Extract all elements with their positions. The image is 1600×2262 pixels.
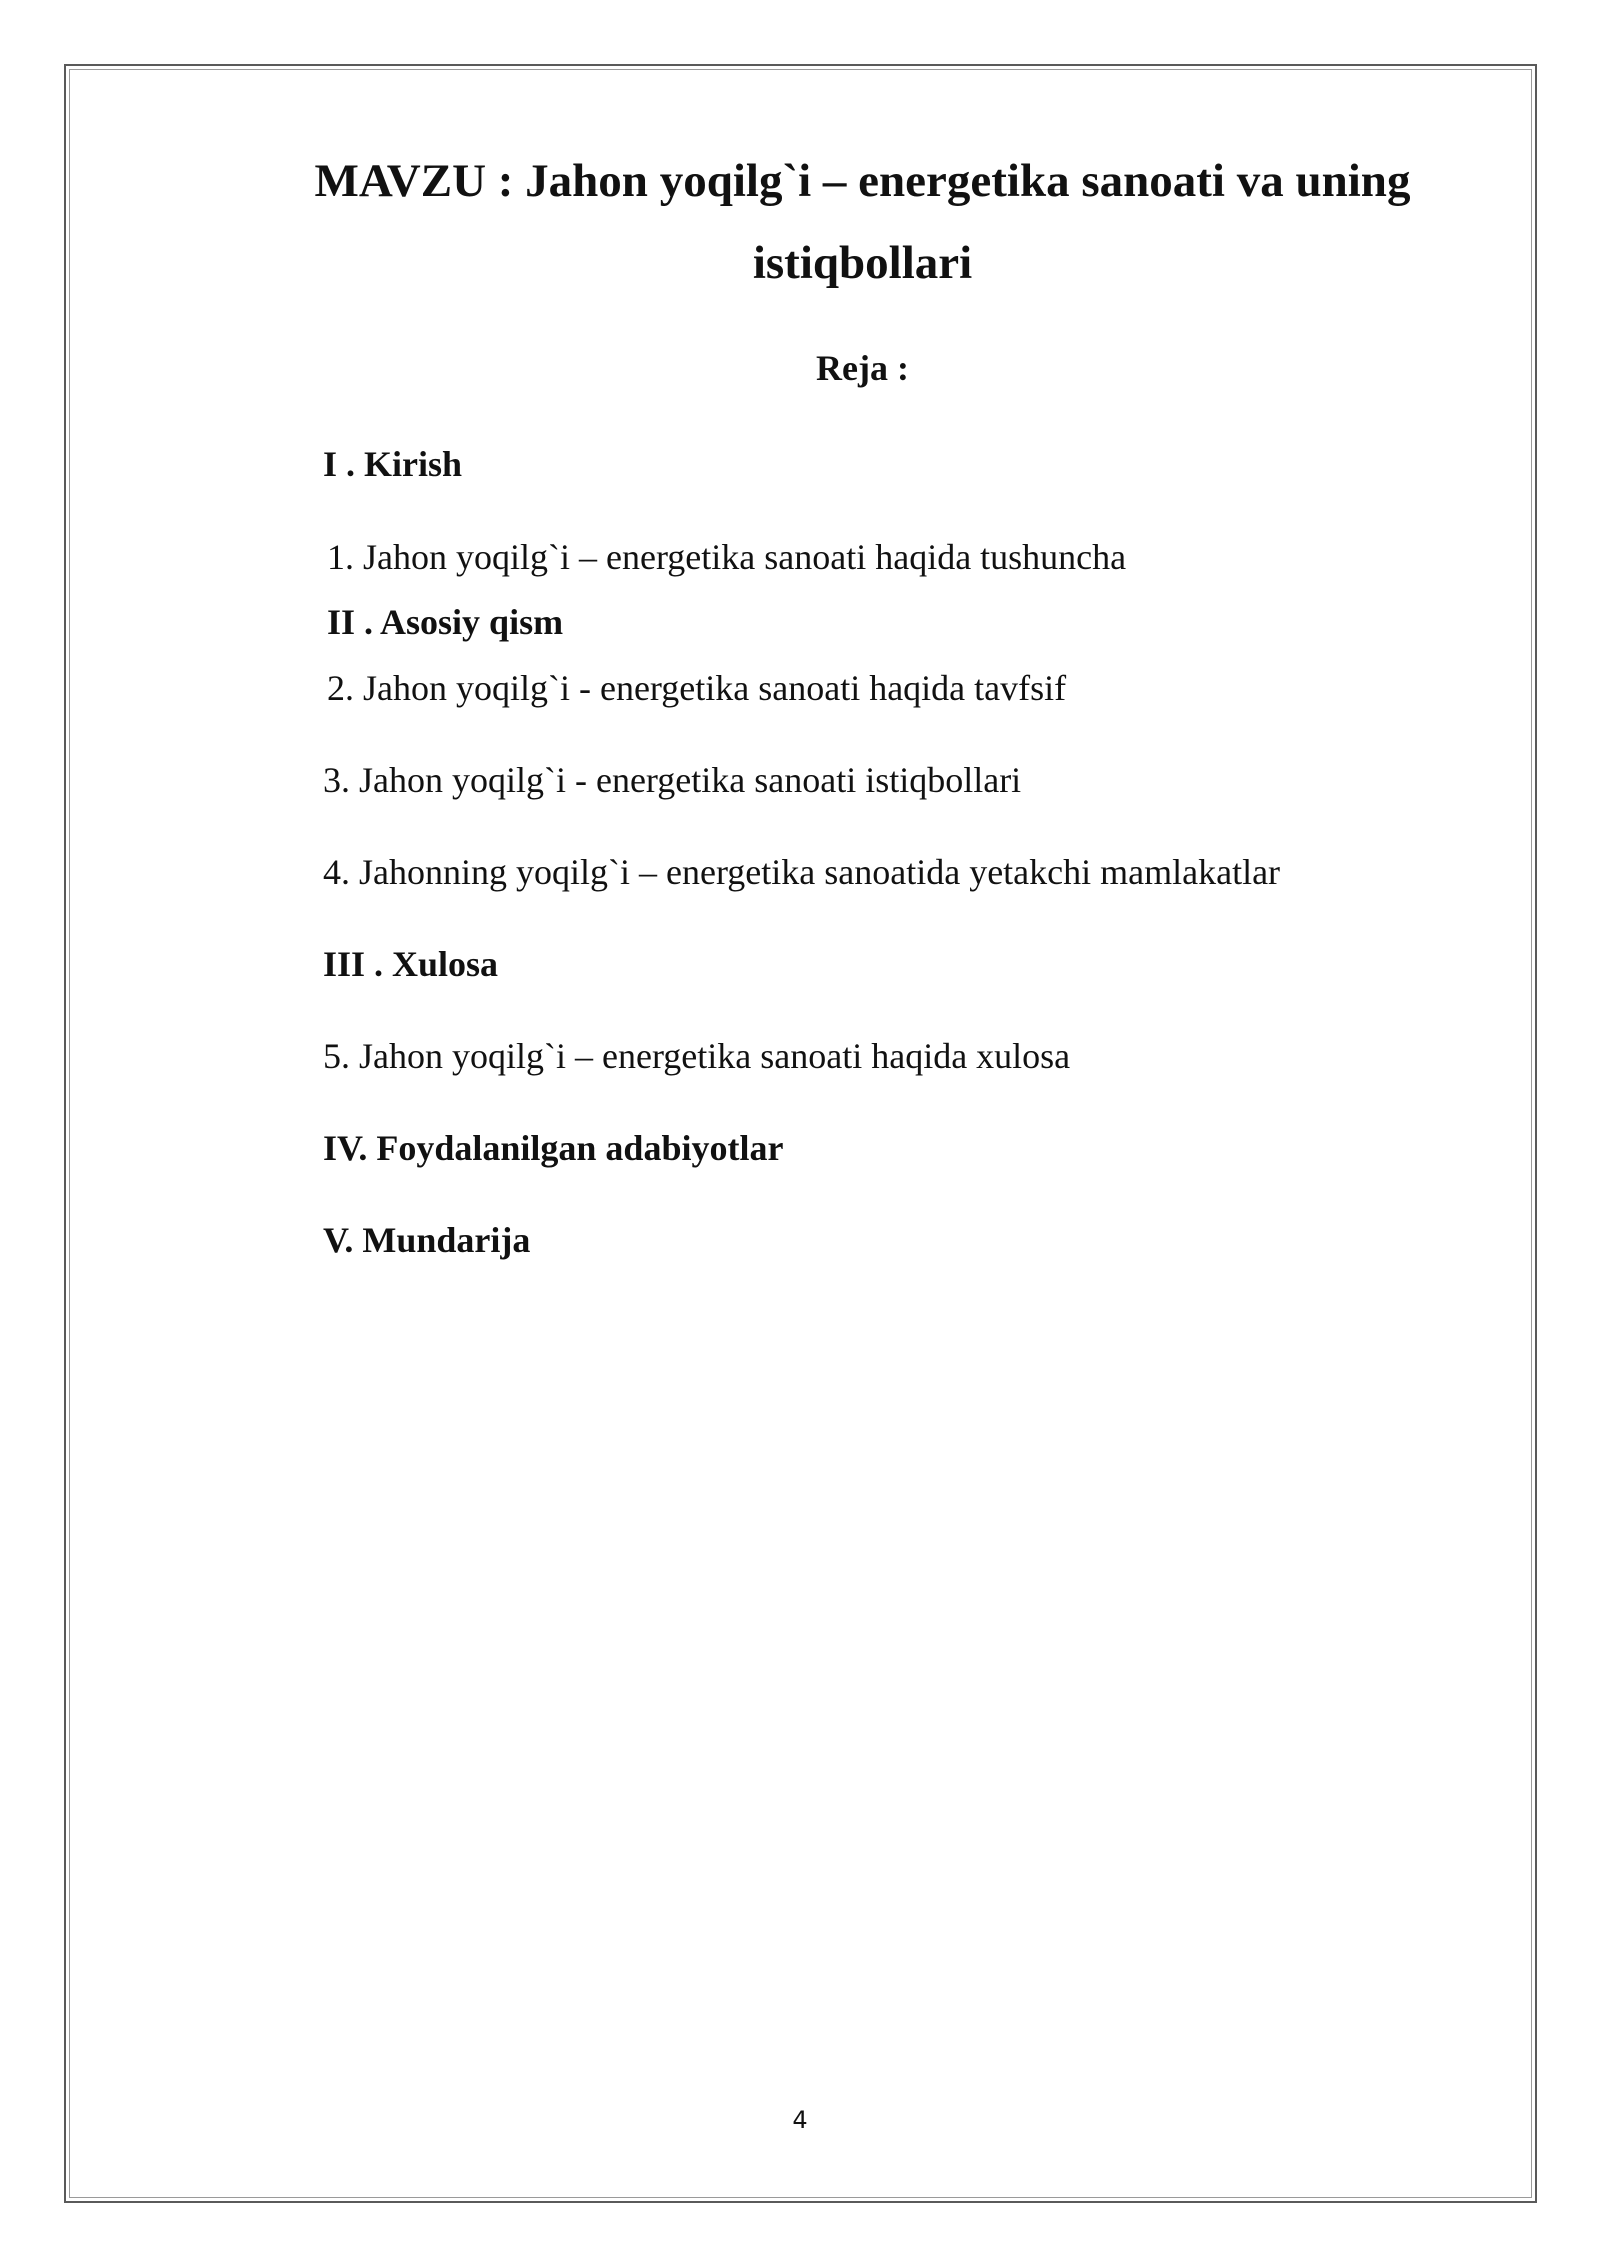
section-heading-references: IV. Foydalanilgan adabiyotlar bbox=[323, 1128, 784, 1168]
plan-item-3: 3. Jahon yoqilg`i - energetika sanoati istiqbollari bbox=[323, 760, 1022, 800]
document-title-line-1: MAVZU : Jahon yoqilg`i – energetika sanoati va uning bbox=[314, 155, 1411, 207]
section-heading-main-part: II . Asosiy qism bbox=[327, 602, 564, 642]
document-title-line-2: istiqbollari bbox=[752, 237, 973, 289]
section-heading-introduction: I . Kirish bbox=[323, 444, 463, 484]
page-number: 4 bbox=[792, 2106, 808, 2134]
section-heading-conclusion: III . Xulosa bbox=[323, 944, 499, 984]
plan-heading: Reja : bbox=[816, 348, 909, 388]
plan-item-5: 5. Jahon yoqilg`i – energetika sanoati haqida xulosa bbox=[323, 1036, 1071, 1076]
plan-item-1: 1. Jahon yoqilg`i – energetika sanoati haqida tushuncha bbox=[327, 537, 1127, 577]
page-border-inner bbox=[69, 69, 1532, 2198]
plan-item-2: 2. Jahon yoqilg`i - energetika sanoati haqida tavfsif bbox=[327, 668, 1067, 708]
section-heading-contents: V. Mundarija bbox=[323, 1220, 531, 1260]
plan-item-4: 4. Jahonning yoqilg`i – energetika sanoatida yetakchi mamlakatlar bbox=[323, 852, 1281, 892]
